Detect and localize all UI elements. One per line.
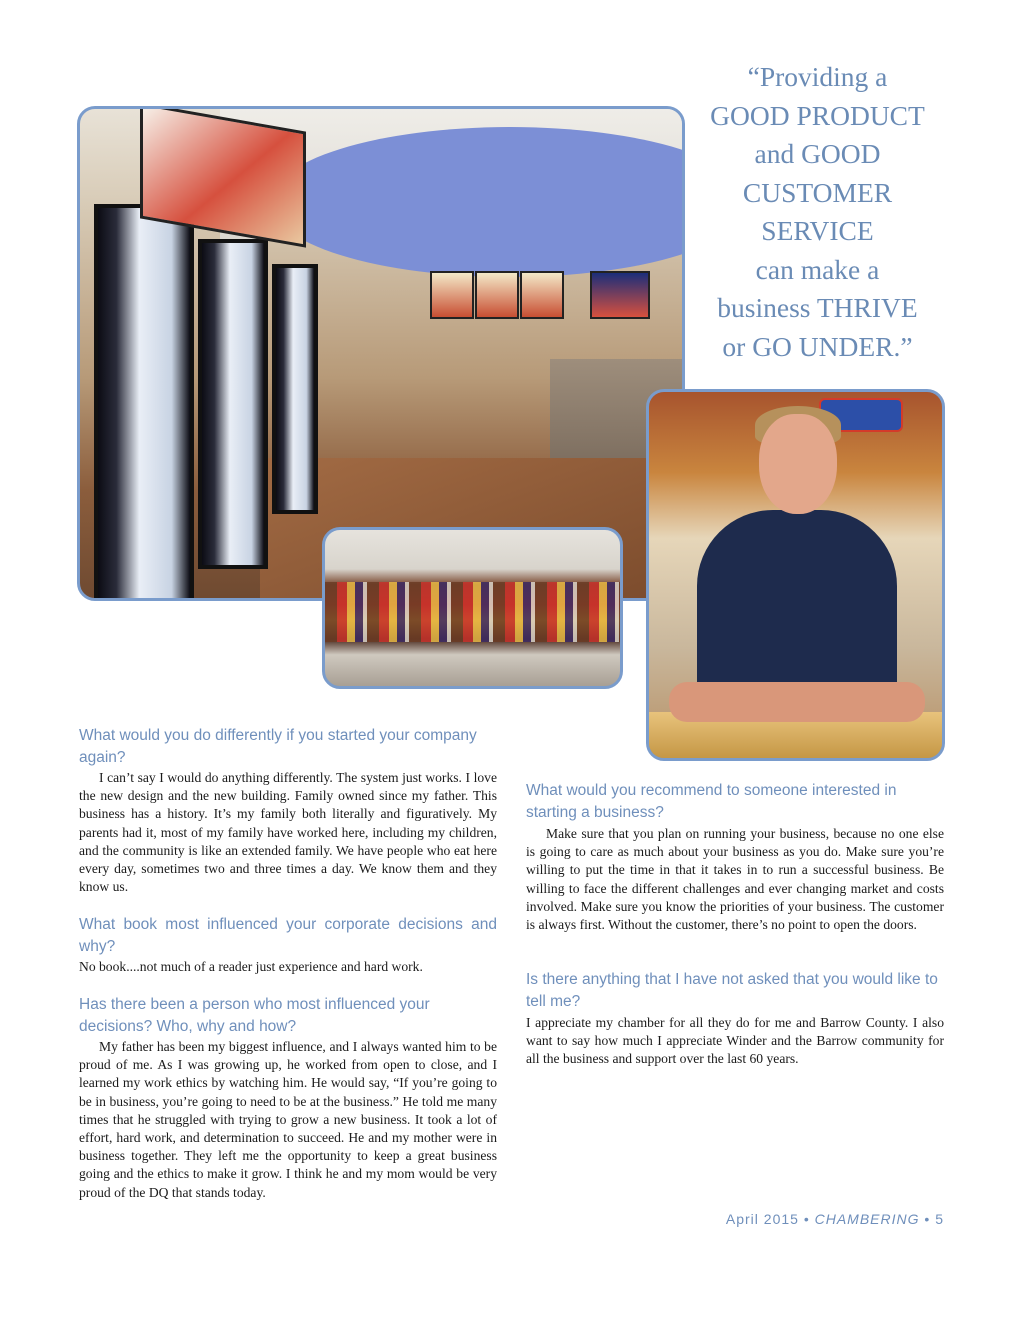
pull-quote-line: GOOD PRODUCT: [710, 99, 925, 131]
answer-paragraph: My father has been my biggest influence, and I always wanted him to be proud of me. As I was growing up, he worked from open to close, and I learned my work ethics by watching him. He would say, “If you’re going to be in business, you’re going to need to be at the business.” He told me many times that he struggled with trying to grow a new business. It took a lot of effort, hard work, and determination to succeed. He and my mother were in business together. They left me the opportunity to keep a great business going and the ethics to make it grow. I think he and my mom would be very proud of the DQ that stands today.: [79, 1039, 497, 1200]
page-footer: [726, 1211, 944, 1227]
photo-menu-board: [475, 271, 519, 319]
photo-menu-board: [430, 271, 474, 319]
pull-quote-line: CUSTOMER: [742, 176, 893, 208]
answer-paragraph: No book....not much of a reader just experience and hard work.: [79, 959, 423, 974]
question-heading: What book most influenced your corporate decisions and why?: [79, 916, 497, 955]
answer-paragraph: I appreciate my chamber for all they do for me and Barrow County. I also want to say how much I appreciate Winder and the Barrow community for all the business and support over the last 60 years.: [526, 1015, 944, 1067]
answer-paragraph: I can’t say I would do anything differently. The system just works. I love the new design and the new building. Family owned since my father. This business has a history. It’s my family both literally and figuratively. My parents had it, most of my family have worked here, including my children, and the community is like an extended family. We have people who eat here every day, sometimes two and three times a day. We know them and they know us.: [79, 770, 497, 895]
photo-candy-bins: [325, 582, 620, 642]
photo-freezer-door: [272, 264, 318, 514]
pull-quote-line: business THRIVE: [717, 292, 918, 323]
pull-quote-line: “Providing a: [747, 61, 888, 92]
candy-bins-photo: [322, 527, 623, 689]
photo-shirt: [697, 510, 897, 710]
photo-arms: [669, 682, 925, 722]
photo-menu-board: [590, 271, 650, 319]
pull-quote-line: or GO UNDER.”: [722, 330, 913, 362]
pull-quote-line: SERVICE: [761, 215, 874, 246]
question-heading: What would you do differently if you started your company again?: [79, 727, 477, 766]
question-heading: Has there been a person who most influenced your decisions? Who, why and how?: [79, 996, 430, 1035]
question-heading: What would you recommend to someone interested in starting a business?: [526, 782, 897, 821]
pull-quote-line: and GOOD: [754, 138, 881, 169]
owner-portrait-photo: [646, 389, 945, 761]
photo-freezer-door: [198, 239, 268, 569]
footer-date: April 2015 •: [725, 1211, 810, 1227]
answer-paragraph: Make sure that you plan on running your business, because no one else is going to care as much about your business as you do. Make sure you’re willing to put the time in that it takes in to run a successful business. Be willing to face the different challenges and ever changing market and costs involved. Make sure you know the priorities of your business. The customer is always first. Without the customer, there’s no point to open the doors.: [526, 826, 944, 933]
question-heading: Is there anything that I have not asked that you would like to tell me?: [526, 971, 938, 1010]
photo-head: [759, 414, 837, 514]
footer-magazine-name: CHAMBERING: [814, 1211, 920, 1227]
photo-menu-board: [520, 271, 564, 319]
pull-quote: [695, 58, 940, 366]
pull-quote-line: can make a: [755, 253, 880, 285]
footer-page-number: • 5: [924, 1211, 944, 1227]
photo-freezer-door: [94, 204, 194, 601]
